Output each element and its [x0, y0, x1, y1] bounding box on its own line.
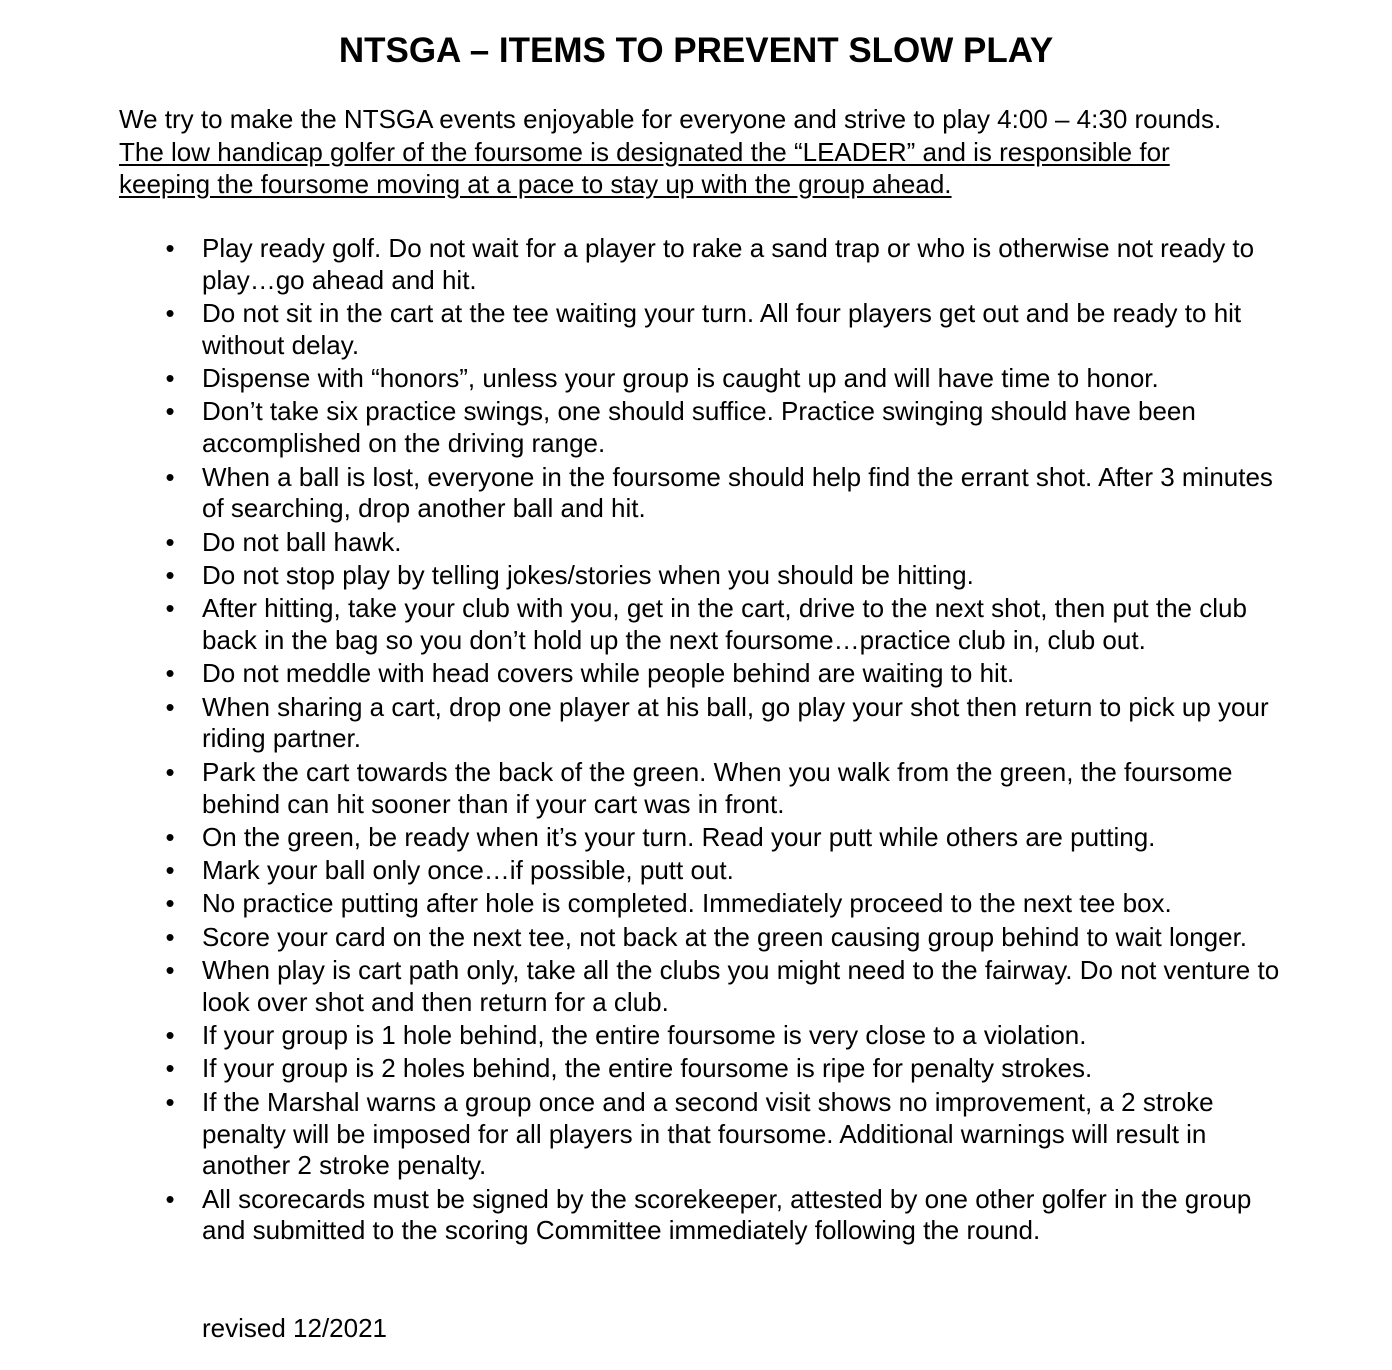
list-item-text: Do not sit in the cart at the tee waiting your turn. All four players get out and be ready to hit without delay.	[202, 298, 1242, 360]
bullet-icon: •	[165, 955, 175, 986]
list-item-text: Do not meddle with head covers while people behind are waiting to hit.	[202, 658, 1015, 689]
list-item	[0, 888, 1287, 920]
list-item-text: Do not ball hawk.	[202, 526, 402, 557]
bullet-icon: •	[165, 921, 175, 952]
list-item	[0, 855, 1287, 887]
list-item-text: If your group is 2 holes behind, the entire foursome is ripe for penalty strokes.	[202, 1053, 1093, 1084]
list-item-text: When a ball is lost, everyone in the foursome should help find the errant shot. After 3 minutes of searching, drop another ball and hit.	[202, 461, 1273, 524]
bullet-icon: •	[165, 298, 175, 329]
bullet-icon: •	[165, 526, 175, 557]
bullet-icon: •	[165, 593, 175, 624]
list-item	[0, 1020, 1287, 1052]
bullet-icon: •	[165, 888, 175, 919]
list-item-text: All scorecards must be signed by the scorekeeper, attested by one other golfer in the group and submitted to the scoring Committee immediately following the round.	[202, 1183, 1252, 1246]
list-item	[0, 658, 1287, 690]
list-item	[0, 692, 1287, 756]
list-item-text: No practice putting after hole is completed. Immediately proceed to the next tee box.	[202, 888, 1172, 919]
list-item-text: Do not stop play by telling jokes/stories when you should be hitting.	[202, 559, 974, 590]
bullet-icon: •	[165, 756, 175, 787]
bullet-icon: •	[165, 821, 175, 852]
page-title: NTSGA – ITEMS TO PREVENT SLOW PLAY	[338, 31, 1054, 70]
bullet-icon: •	[165, 559, 175, 590]
list-item	[0, 955, 1287, 1019]
bullet-icon: •	[165, 461, 175, 492]
list-item-text: Mark your ball only once…if possible, putt out.	[202, 855, 734, 886]
list-item	[0, 757, 1287, 821]
list-item	[0, 822, 1287, 854]
list-item-text: Score your card on the next tee, not back at the green causing group behind to wait longer.	[202, 921, 1248, 952]
bullet-icon: •	[165, 396, 175, 427]
bullet-icon: •	[165, 658, 175, 689]
bullet-icon: •	[165, 363, 175, 394]
list-item	[0, 1053, 1287, 1085]
intro-text: We try to make the NTSGA events enjoyable for everyone and strive to play 4:00 – 4:30 rounds.	[119, 104, 1222, 134]
list-item	[0, 593, 1287, 657]
list-item	[0, 527, 1287, 559]
bullet-icon: •	[165, 1020, 175, 1051]
list-item-text: Play ready golf. Do not wait for a player to rake a sand trap or who is otherwise not ready to play…go ahead and hit.	[202, 233, 1255, 295]
list-item-text: Dispense with “honors”, unless your group is caught up and will have time to honor.	[202, 363, 1159, 394]
list-item-text: Park the cart towards the back of the green. When you walk from the green, the foursome behind can hit sooner than if your cart was in front.	[202, 756, 1233, 819]
list-item	[0, 1184, 1287, 1248]
list-item	[0, 560, 1287, 592]
bullet-icon: •	[165, 855, 175, 886]
bullet-icon: •	[165, 1183, 175, 1214]
list-item	[0, 462, 1287, 526]
bullet-icon: •	[165, 233, 175, 263]
list-item	[0, 922, 1287, 954]
list-item	[0, 396, 1287, 460]
intro-leader-rule: The low handicap golfer of the foursome is designated the “LEADER” and is responsible for keeping the foursome moving at a pace to stay up with the group ahead.	[119, 136, 1170, 199]
list-item-text: On the green, be ready when it’s your turn. Read your putt while others are putting.	[202, 821, 1156, 852]
revised-date: revised 12/2021	[202, 1313, 388, 1343]
list-item-text: Don’t take six practice swings, one should suffice. Practice swinging should have been accomplished on the driving range.	[202, 396, 1196, 459]
bullet-icon: •	[165, 1086, 175, 1117]
list-item-text: After hitting, take your club with you, get in the cart, drive to the next shot, then put the club back in the bag so you don’t hold up the next foursome…practice club in, club out.	[202, 593, 1247, 656]
list-item	[0, 298, 1287, 362]
list-item	[0, 363, 1287, 395]
bullet-icon: •	[165, 691, 175, 722]
list-item-text: If the Marshal warns a group once and a second visit shows no improvement, a 2 stroke penalty will be imposed for all players in that foursome. Additional warnings will result in another 2 stroke penalty.	[202, 1086, 1214, 1181]
list-item-text: When sharing a cart, drop one player at his ball, go play your shot then return to pick up your riding partner.	[202, 691, 1269, 754]
list-item-text: If your group is 1 hole behind, the entire foursome is very close to a violation.	[202, 1020, 1087, 1051]
slow-play-items-list	[0, 233, 1392, 1249]
list-item-text: When play is cart path only, take all the clubs you might need to the fairway. Do not venture to look over shot and then return for a club.	[202, 955, 1280, 1017]
list-item	[0, 233, 1287, 297]
intro-paragraph	[119, 103, 1239, 201]
bullet-icon: •	[165, 1053, 175, 1084]
list-item	[0, 1087, 1287, 1182]
